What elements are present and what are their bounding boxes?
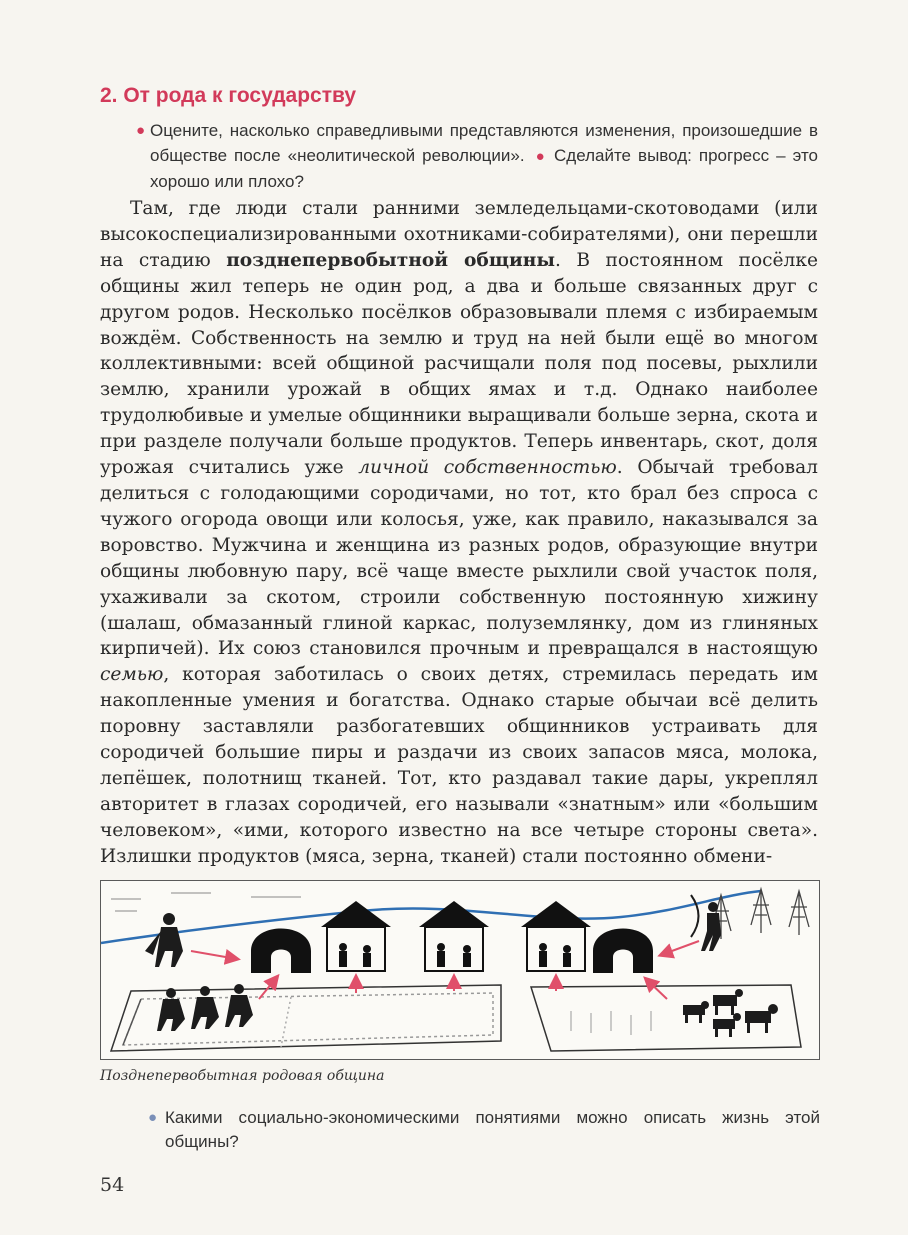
bullet-icon: ●	[535, 148, 547, 165]
illustration-svg	[101, 881, 819, 1059]
granary-icon	[251, 929, 311, 974]
section-title: 2. От рода к государству	[100, 84, 357, 107]
livestock-icons	[683, 989, 778, 1037]
figure-caption: Позднепервобытная родовая община	[100, 1068, 385, 1084]
page-number: 54	[100, 1174, 125, 1196]
community-illustration	[100, 880, 820, 1060]
paragraph-text: , которая заботилась о своих детях, стремилась передать им накопленные умения и богатства. Однако старые обычаи всё делить поровну заставляли разбогатевших общинников устраивать для сородичей большие пиры и раздачи из своих запасов мяса, молока, лепёшек, полотнищ тканей. Тот, кто раздавал такие дары, укреплял авторитет в глазах сородичей, его называли «знатным» или «большим человеком», «ими, которого известно на все четыре стороны света». Излишки продуктов (мяса, зерна, тканей) стали постоянно обмени-	[100, 664, 818, 867]
fisher-figure	[145, 913, 183, 967]
paragraph-text: . Обычай требовал делиться с голодающими сородичами, но тот, кто брал без спроса с чужого огорода овощи или колосья, уже, как правило, наказывался за воровство. Мужчина и женщина из разных родов, образующие внутри общины любовную пару, всё чаще вместе рыхлили свой участок поля, ухаживали за скотом, строили собственную постоянную хижину (шалаш, обмазанный глиной каркас, полуземлянку, дом из глиняных кирпичей). Их союз становился прочным и превращался в настоящую	[100, 457, 818, 660]
bullet-icon: ●	[148, 1109, 158, 1126]
hut-icon	[521, 901, 591, 971]
bullet-icon: ●	[136, 122, 146, 139]
sky-lines	[111, 893, 301, 911]
figure-question	[148, 1106, 820, 1154]
review-questions	[136, 118, 819, 194]
term-personal-property: личной собственностью	[358, 457, 617, 479]
paragraph-text: Там, где люди стали ранними земледельцами-скотоводами (или высокоспециализированными охотниками-собирателями), они перешли на стадию	[100, 198, 818, 271]
arrow-icon	[191, 951, 237, 959]
granary-icon	[593, 929, 653, 974]
farmer-figures	[157, 984, 253, 1031]
main-paragraph	[100, 196, 818, 870]
key-term: позднепервобытной общины	[226, 249, 555, 271]
river-line	[101, 891, 761, 943]
hut-icon	[321, 901, 391, 971]
question-1b: Сделайте вывод: прогресс – это хорошо или плохо?	[150, 146, 819, 191]
term-family: семью	[100, 664, 164, 686]
question-1a: Оцените, насколько справедливыми представляются изменения, произошедшие в обществе после «неолитической революции».	[150, 121, 818, 165]
question-2: Какими социально-экономическими понятиями можно описать жизнь этой общины?	[165, 1108, 820, 1151]
paragraph-text: . В постоянном посёлке общины жил теперь не один род, а два и больше связанных друг с другом родов. Несколько посёлков образовывали племя с избираемым вождём. Собственность на землю и труд на ней были ещё во многом коллективными: всей общиной расчищали поля под посевы, рыхлили землю, хранили урожай в общих ямах и т.д. Однако наиболее трудолюбивые и умелые общинники выращивали больше зерна, скота и при разделе получали больше продуктов. Теперь инвентарь, скот, доля урожая считались уже	[100, 249, 818, 479]
